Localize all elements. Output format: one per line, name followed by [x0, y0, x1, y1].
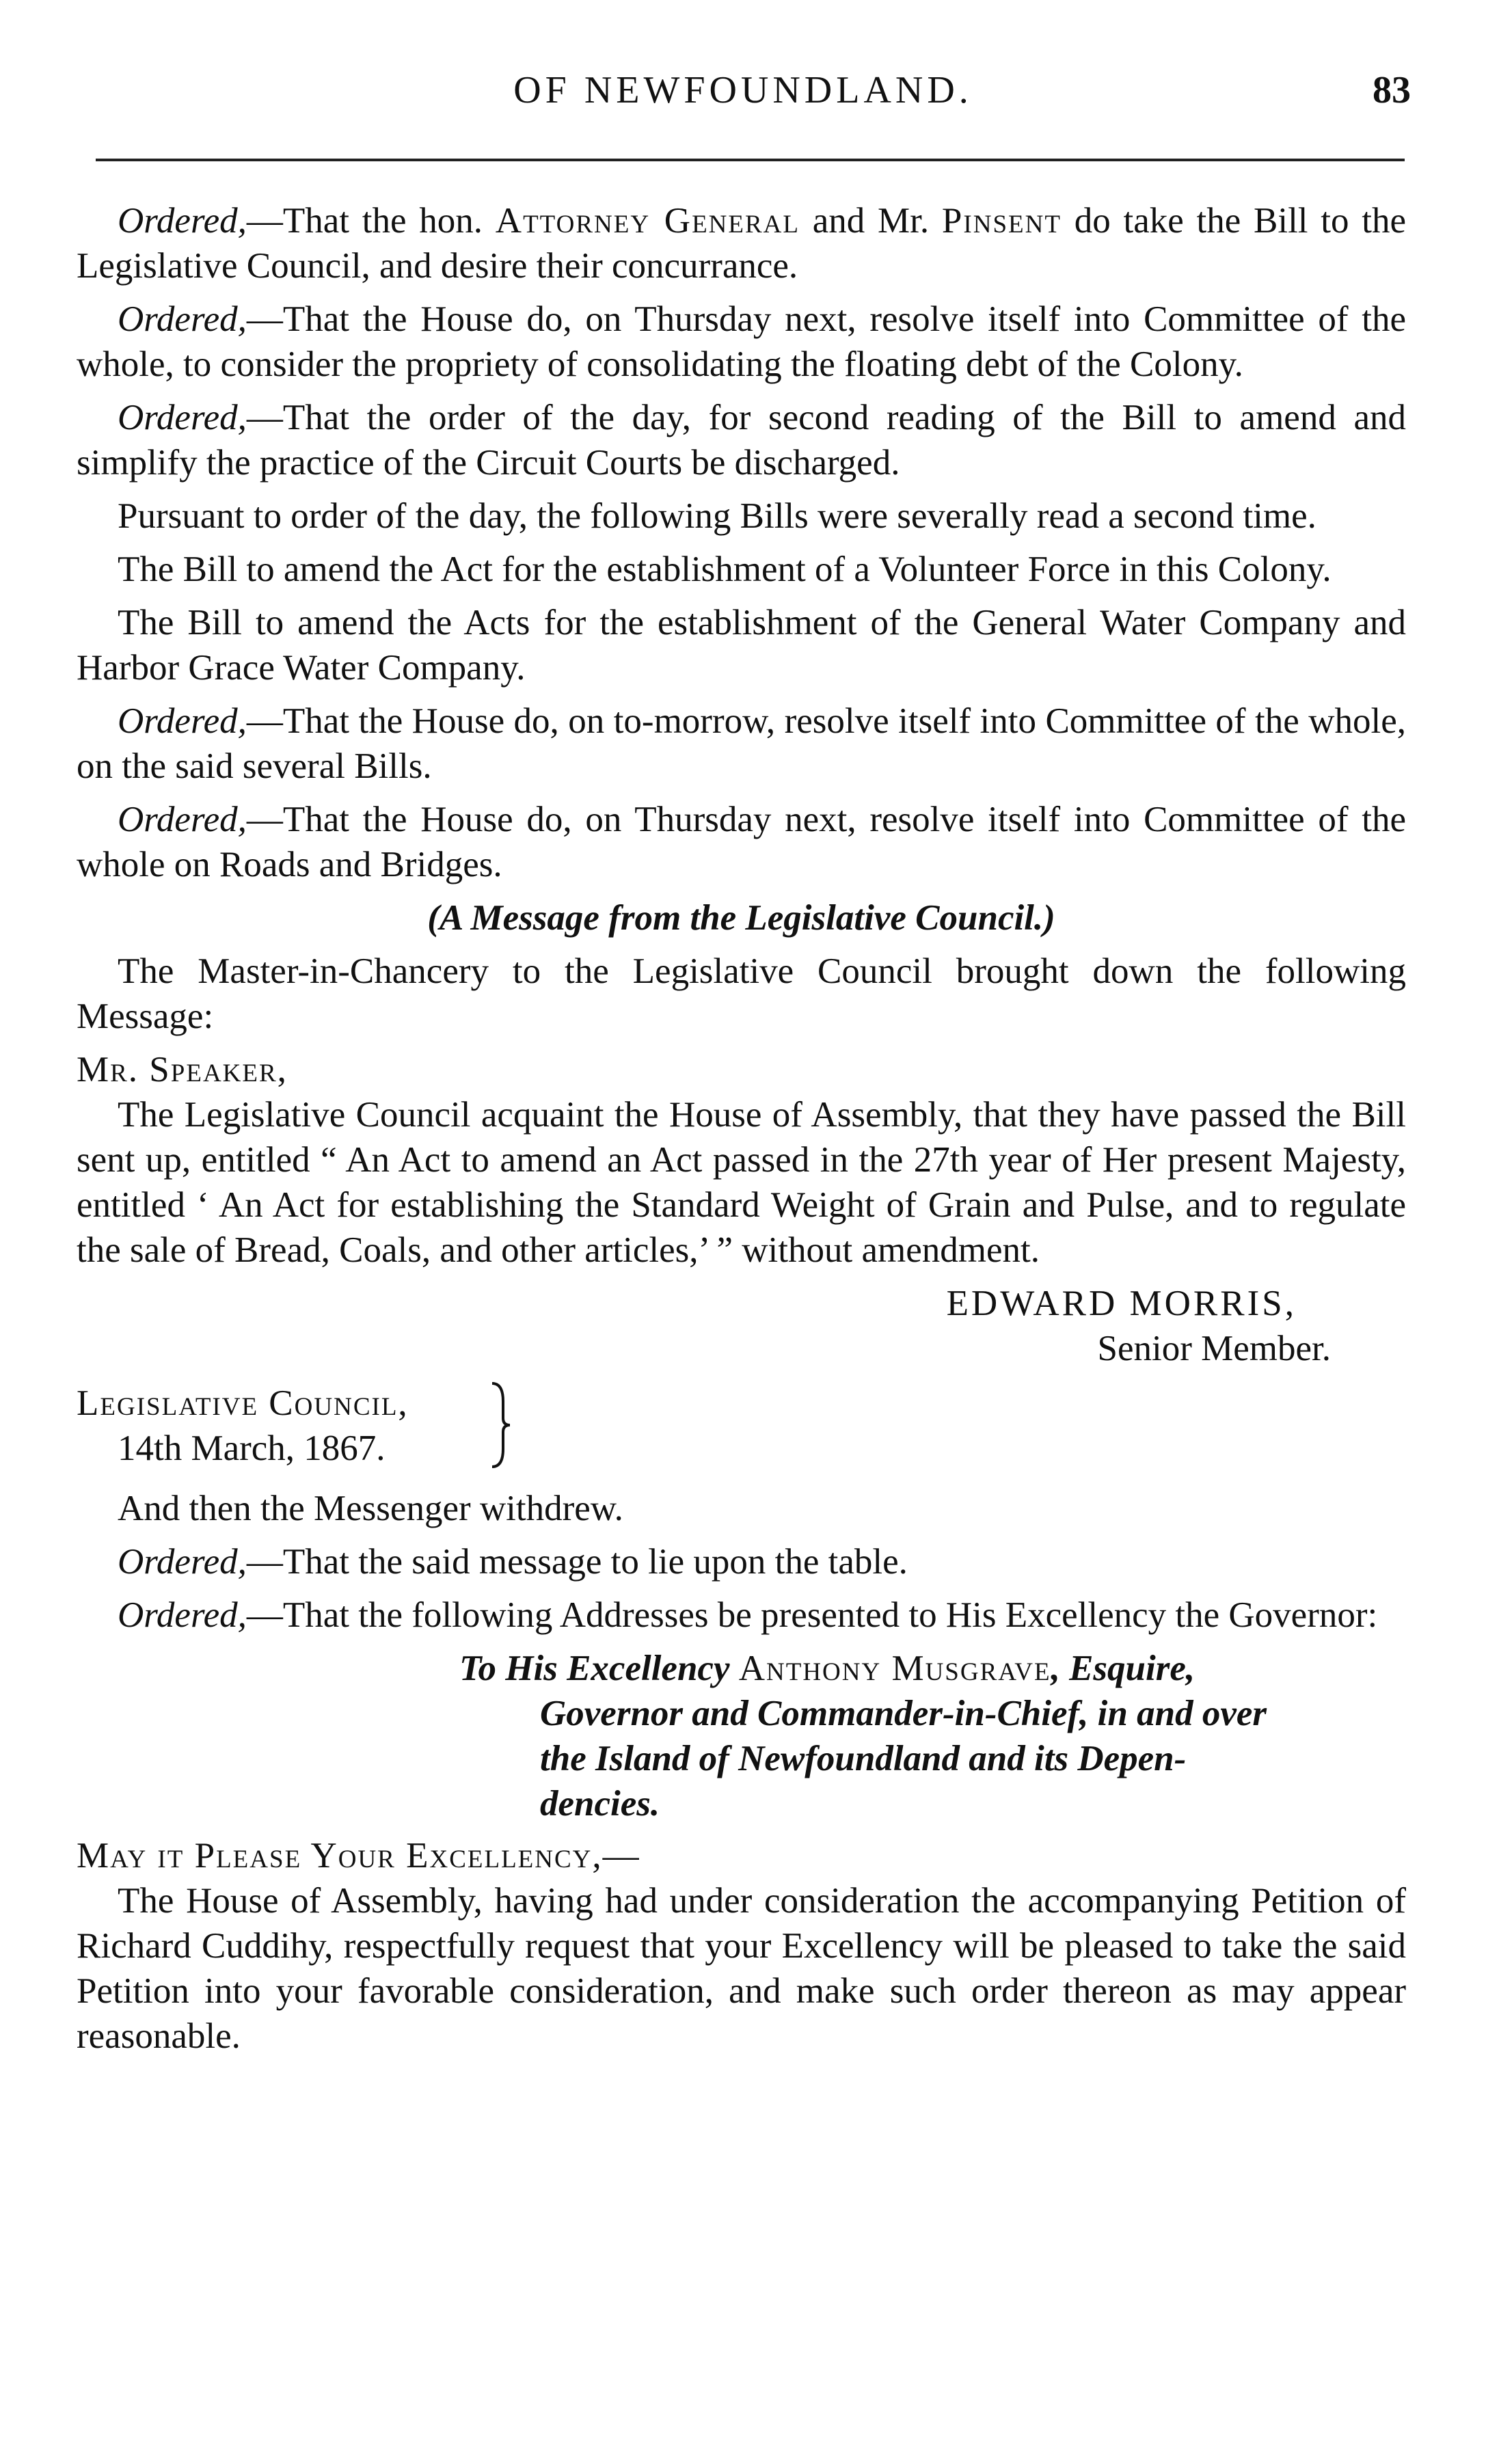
paragraph-council-message: The Legislative Council acquaint the House of Assembly, that they have passed the Bill sent up, entitled “ An Act to amend an Act passed in the 27th year of Her present Majesty, entitled ‘ An Act for establishing the Standard Weight of Grain and Pulse, and to regulate the sale of Bread, Coals, and other articles,’ ” without amendment.	[77, 1095, 1406, 1270]
address-line-1-rest: , Esquire,	[1051, 1649, 1195, 1688]
paragraph-text: —That the order of the day, for second reading of the Bill to amend and simplify the practice of the Circuit Courts be discharged.	[77, 398, 1406, 483]
paragraph-ordered-circuit-courts	[77, 395, 1406, 485]
paragraph-volunteer-force-bill: The Bill to amend the Act for the establishment of a Volunteer Force in this Colony.	[118, 550, 1332, 589]
address-line-4: dencies.	[540, 1784, 660, 1824]
ordered-lead: Ordered,	[118, 800, 247, 839]
signature-block	[77, 1281, 1406, 1371]
page-header	[0, 68, 1486, 123]
address-salutation: May it Please Your Excellency,—	[77, 1836, 640, 1876]
paragraph-ordered-committee-bills	[77, 699, 1406, 789]
running-title: OF NEWFOUNDLAND.	[513, 69, 973, 111]
ordered-lead: Ordered,	[118, 201, 247, 241]
ordered-lead: Ordered,	[118, 398, 247, 437]
paragraph-text: —That the said message to lie upon the table.	[246, 1542, 908, 1582]
ordered-lead: Ordered,	[118, 299, 247, 339]
ordered-lead: Ordered,	[118, 701, 247, 741]
address-block	[459, 1646, 1406, 1826]
page-number: 83	[1373, 69, 1411, 111]
curly-brace-icon	[487, 1381, 514, 1470]
ordered-lead: Ordered,	[118, 1595, 247, 1635]
paragraph-ordered-addresses	[77, 1593, 1406, 1638]
paragraph-ordered-floating-debt	[77, 297, 1406, 387]
signatory-name: EDWARD MORRIS,	[946, 1284, 1297, 1323]
page-body	[77, 198, 1406, 2067]
paragraph-master-in-chancery: The Master-in-Chancery to the Legislative Council brought down the following Message:	[77, 951, 1406, 1036]
pinsent-name: Pinsent	[941, 201, 1062, 241]
attorney-general-name: Attorney General	[495, 201, 800, 241]
dateline-text	[77, 1381, 409, 1471]
paragraph-second-reading: Pursuant to order of the day, the following Bills were severally read a second time.	[118, 496, 1316, 536]
dateline	[77, 1381, 1406, 1476]
paragraph-text: —That the House do, on Thursday next, resolve itself into Committee of the whole on Roads and Bridges.	[77, 800, 1406, 884]
address-line-1	[459, 1649, 1195, 1688]
ordered-lead: Ordered,	[118, 1542, 247, 1582]
paragraph-text: —That the House do, on Thursday next, resolve itself into Committee of the whole, to consider the propriety of consolidating the floating debt of the Colony.	[77, 299, 1406, 384]
signatory-title: Senior Member.	[1097, 1329, 1331, 1368]
paragraph-text: —That the House do, on to-morrow, resolve itself into Committee of the whole, on the said several Bills.	[77, 701, 1406, 786]
governor-name: Anthony Musgrave	[738, 1649, 1051, 1688]
paragraph-cuddihy-petition: The House of Assembly, having had under consideration the accompanying Petition of Richard Cuddihy, respectfully request that your Excellency will be pleased to take the said Petition into your favorable consideration, and make such order thereon as may appear reasonable.	[77, 1881, 1406, 2056]
paragraph-water-company-bill: The Bill to amend the Acts for the establishment of the General Water Company and Harbor Grace Water Company.	[77, 603, 1406, 688]
paragraph-messenger-withdrew: And then the Messenger withdrew.	[118, 1489, 623, 1528]
paragraph-text: —That the hon.	[246, 201, 496, 241]
speaker-salutation: Mr. Speaker,	[77, 1050, 288, 1089]
address-line-2: Governor and Commander-in-Chief, in and over	[540, 1694, 1267, 1733]
dateline-date: 14th March, 1867.	[118, 1429, 386, 1468]
paragraph-text: and Mr.	[800, 201, 942, 241]
paragraph-ordered-roads-bridges	[77, 797, 1406, 887]
address-line-3: the Island of Newfoundland and its Depen-	[540, 1739, 1187, 1778]
paragraph-text: —That the following Addresses be presented to His Excellency the Governor:	[246, 1595, 1378, 1635]
paragraph-ordered-attorney-general	[77, 198, 1406, 288]
dateline-place: Legislative Council,	[77, 1383, 409, 1423]
message-heading: (A Message from the Legislative Council.)	[427, 898, 1055, 938]
paragraph-ordered-message-table	[77, 1539, 1406, 1584]
paragraph-text: do take the Bill to the Legislative Council, and desire their concurrance.	[77, 201, 1407, 286]
header-rule	[96, 159, 1405, 161]
address-to: To His Excellency	[459, 1649, 739, 1688]
